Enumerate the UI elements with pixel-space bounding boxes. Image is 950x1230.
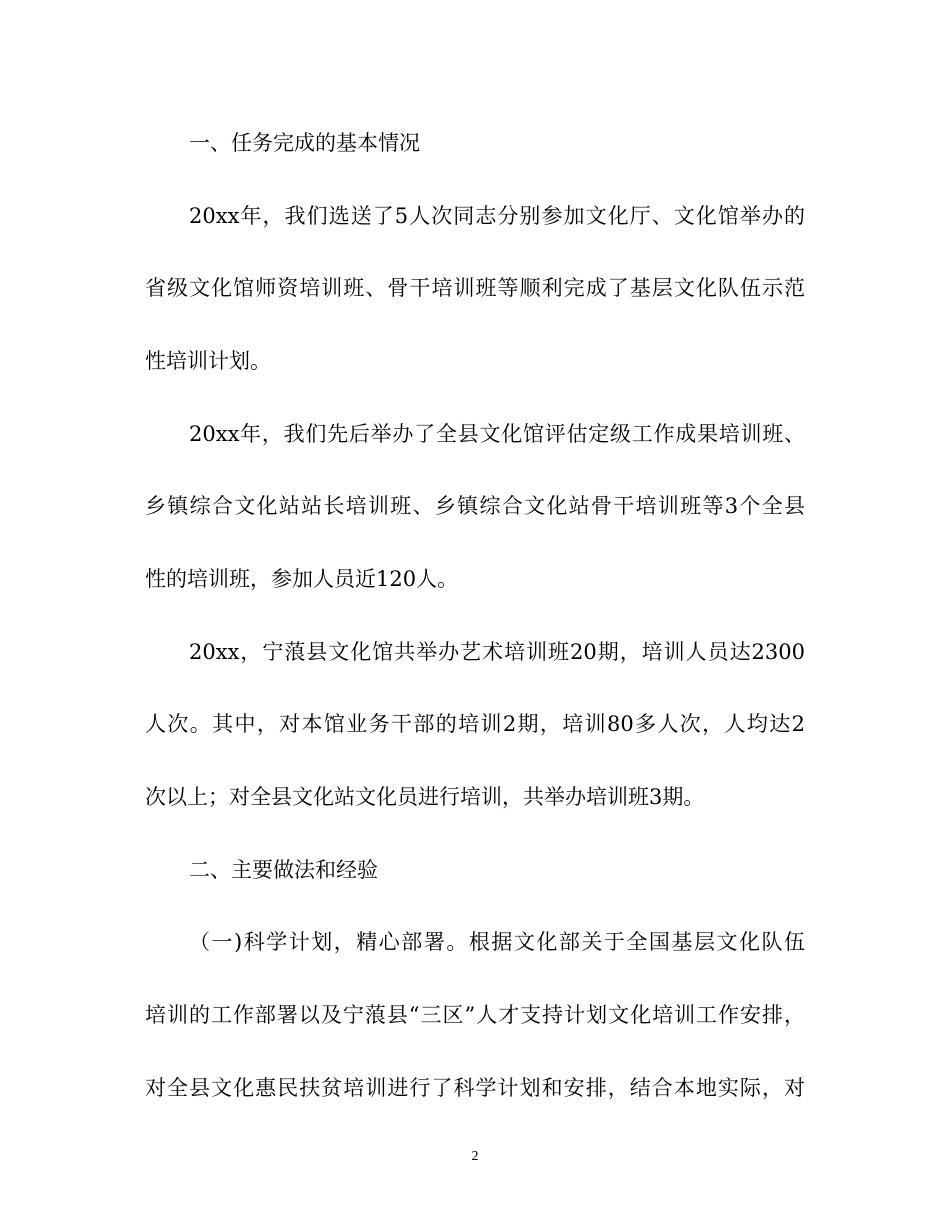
paragraph-line: 培训的工作部署以及宁蒗县“三区”人才支持计划文化培训工作安排， — [145, 1003, 805, 1027]
paragraph-line: 20xx年，我们选送了5人次同志分别参加文化厅、文化馆举办的 — [189, 204, 805, 228]
paragraph-line: 乡镇综合文化站站长培训班、乡镇综合文化站骨干培训班等3个全县 — [145, 494, 805, 518]
paragraph-line: 省级文化馆师资培训班、骨干培训班等顺利完成了基层文化队伍示范 — [145, 276, 805, 300]
section-heading-2: 二、主要做法和经验 — [189, 858, 378, 882]
paragraph-line: 对全县文化惠民扶贫培训进行了科学计划和安排，结合本地实际，对 — [145, 1076, 805, 1100]
paragraph-line: 人次。其中，对本馆业务干部的培训2期，培训80多人次，人均达2 — [145, 712, 805, 736]
paragraph-line: 性培训计划。 — [145, 349, 271, 373]
page-number: 2 — [471, 1149, 479, 1164]
section-heading-1: 一、任务完成的基本情况 — [189, 131, 420, 155]
paragraph-line: （一)科学计划，精心部署。根据文化部关于全国基层文化队伍 — [189, 930, 805, 954]
paragraph-line: 性的培训班，参加人员近120人。 — [145, 567, 459, 591]
paragraph-line: 20xx年，我们先后举办了全县文化馆评估定级工作成果培训班、 — [189, 422, 805, 446]
paragraph-line: 次以上；对全县文化站文化员进行培训，共举办培训班3期。 — [145, 785, 705, 809]
paragraph-line: 20xx，宁蒗县文化馆共举办艺术培训班20期，培训人员达2300 — [189, 640, 805, 664]
